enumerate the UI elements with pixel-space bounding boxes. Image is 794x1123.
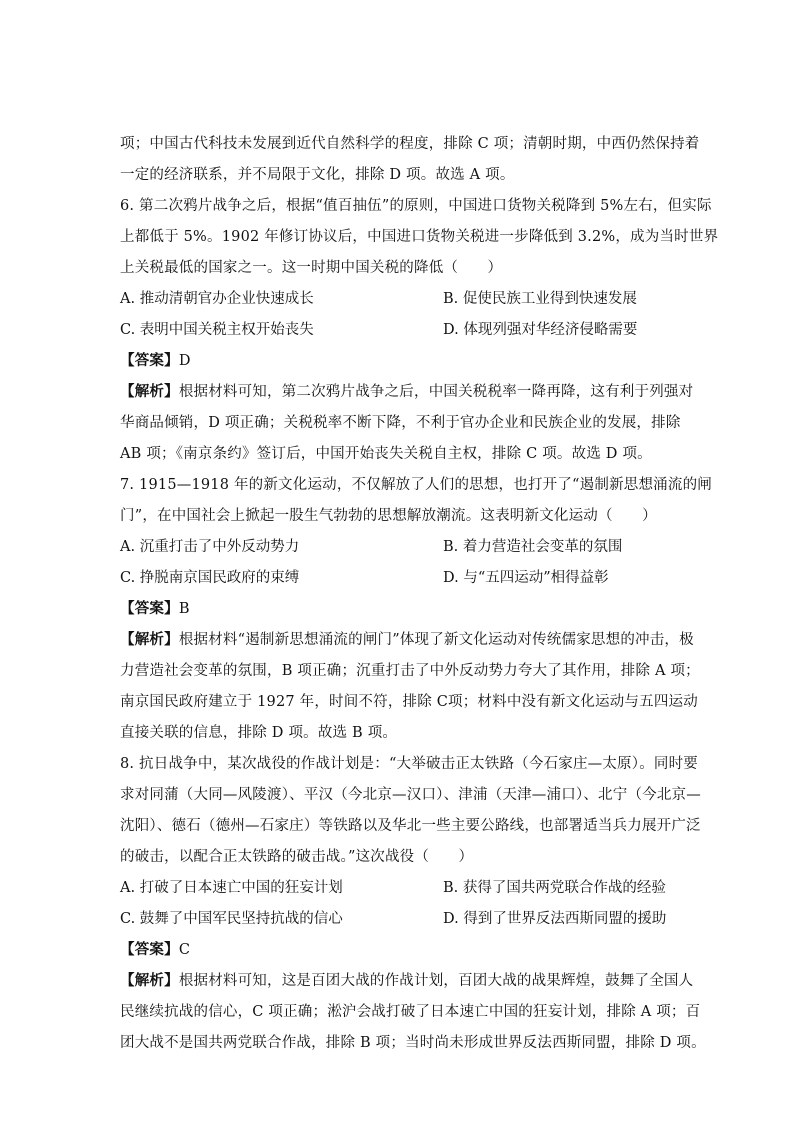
question-8-answer [120,940,680,960]
explanation-text: 根据材料可知，第二次鸦片战争之后，中国关税税率一降再降，这有利于列强对 [178,384,694,400]
question-8-stem: 求对同蒲（大同—风陵渡）、平汉（今北京—汉口）、津浦（天津—浦口）、北宁（今北京— [120,787,701,803]
answer-label: 【答案】 [120,600,179,617]
question-8-stem: 沈阳）、德石（德州—石家庄）等铁路以及华北一些主要公路线，也部署适当兵力展开广泛 [120,818,701,834]
question-8-explanation: 民继续抗战的信心，C 项正确；淞沪会战打破了日本速亡中国的狂妄计划，排除 A 项；百 [120,1004,701,1020]
question-6-stem: 6. 第二次鸦片战争之后，根据“值百抽伍”的原则，中国进口货物关税降到 5%左右，但实际 [120,198,712,214]
question-7-option-c: C. 挣脱南京国民政府的束缚 [120,570,300,586]
question-8-option-d: D. 得到了世界反法西斯同盟的援助 [443,911,667,927]
answer-value: B [178,601,190,617]
question-8-explanation [120,971,694,991]
question-6-option-c: C. 表明中国关税主权开始丧失 [120,322,314,338]
question-7-option-b: B. 着力营造社会变革的氛围 [443,539,623,555]
question-7-stem: 7. 1915—1918 年的新文化运动，不仅解放了人们的思想，也打开了“遏制新思想涌流的闸 [120,477,712,493]
paragraph-line: 一定的经济联系，并不局限于文化，排除 D 项。故选 A 项。 [120,167,515,183]
explanation-label: 【解析】 [120,631,179,648]
question-8-explanation: 团大战不是国共两党联合作战，排除 B 项；当时尚未形成世界反法西斯同盟，排除 D 项。 [120,1035,706,1051]
explanation-label: 【解析】 [120,383,179,400]
question-7-explanation: 南京国民政府建立于 1927 年，时间不符，排除 C项；材料中没有新文化运动与五四运动 [120,694,698,710]
question-7-explanation: 力营造社会变革的氛围，B 项正确；沉重打击了中外反动势力夸大了其作用，排除 A 项； [120,663,700,679]
question-8-option-b: B. 获得了国共两党联合作战的经验 [443,880,666,896]
explanation-label: 【解析】 [120,972,179,989]
question-6-explanation: AB 项；《南京条约》签订后，中国开始丧失关税自主权，排除 C 项。故选 D 项。 [120,446,652,462]
explanation-text: 根据材料可知，这是百团大战的作战计划，百团大战的战果辉煌，鼓舞了全国人 [178,973,694,989]
answer-value: C [178,942,191,958]
explanation-text: 根据材料“遏制新思想涌流的闸门”体现了新文化运动对传统儒家思想的冲击，极 [178,632,694,648]
question-7-option-a: A. 沉重打击了中外反动势力 [120,539,300,555]
question-6-answer [120,351,680,371]
question-7-explanation: 直接关联的信息，排除 D 项。故选 B 项。 [120,725,398,741]
question-6-stem: 上关税最低的国家之一。这一时期中国关税的降低（ ） [120,260,503,276]
answer-value: D [178,353,191,369]
answer-label: 【答案】 [120,941,179,958]
question-6-option-d: D. 体现列强对华经济侵略需要 [443,322,638,338]
question-8-option-c: C. 鼓舞了中国军民坚持抗战的信心 [120,911,343,927]
question-7-option-d: D. 与“五四运动”相得益彰 [443,570,609,586]
question-8-stem: 的破击，以配合正太铁路的破击战。”这次战役（ ） [120,849,474,865]
question-7-explanation [120,630,694,650]
question-7-answer [120,599,680,619]
answer-label: 【答案】 [120,352,179,369]
question-6-stem: 上都低于 5%。1902 年修订协议后，中国进口货物关税进一步降低到 3.2%，成为当时世界 [120,229,719,245]
question-6-option-a: A. 推动清朝官办企业快速成长 [120,291,314,307]
question-7-stem: 门”，在中国社会上掀起一股生气勃勃的思想解放潮流。这表明新文化运动（ ） [120,508,657,524]
question-6-explanation: 华商品倾销，D 项正确；关税税率不断下降，不利于官办企业和民族企业的发展，排除 [120,415,681,431]
question-6-explanation [120,382,694,402]
paragraph-line: 项；中国古代科技未发展到近代自然科学的程度，排除 C 项；清朝时期，中西仍然保持着 [120,136,700,152]
question-8-option-a: A. 打破了日本速亡中国的狂妄计划 [120,880,343,896]
question-8-stem: 8. 抗日战争中，某次战役的作战计划是：“大举破击正太铁路（今石家庄—太原）。同时要 [120,756,699,772]
question-6-option-b: B. 促使民族工业得到快速发展 [443,291,637,307]
